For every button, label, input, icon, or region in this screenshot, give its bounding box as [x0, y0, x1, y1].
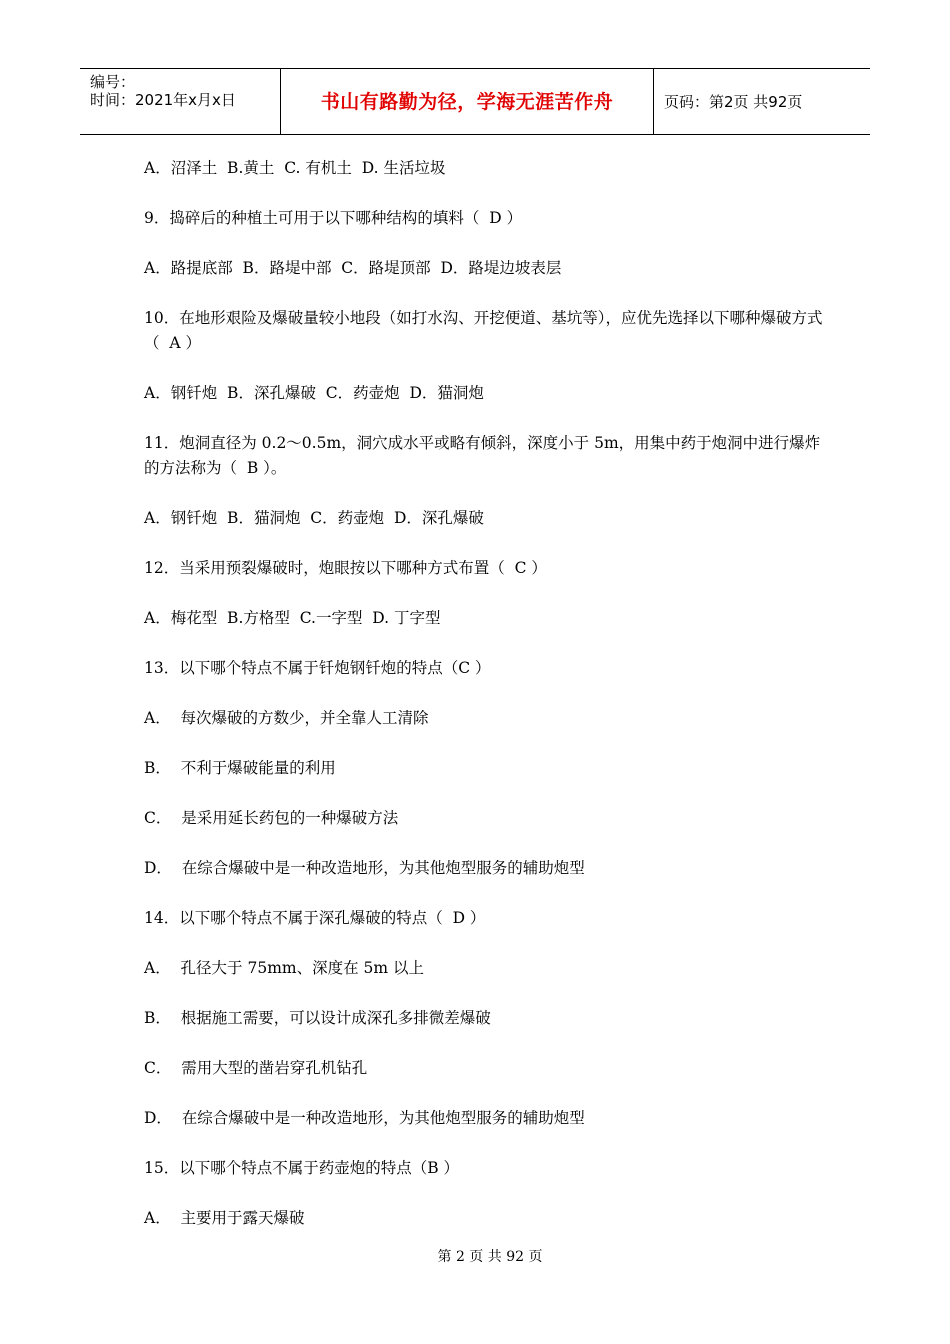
options-line: A．梅花型 B.方格型 C.一字型 D. 丁字型: [144, 609, 441, 627]
option-line: D． 在综合爆破中是一种改造地形，为其他炮型服务的辅助炮型: [144, 1109, 585, 1127]
header-meta-cell: [80, 69, 281, 134]
question-line: 12．当采用预裂爆破时，炮眼按以下哪种方式布置（ C ）: [144, 559, 547, 577]
options-line: A．钢钎炮 B．深孔爆破 C．药壶炮 D．猫洞炮: [144, 384, 484, 402]
option-line: D． 在综合爆破中是一种改造地形，为其他炮型服务的辅助炮型: [144, 859, 585, 877]
option-line: B． 根据施工需要，可以设计成深孔多排微差爆破: [144, 1009, 491, 1027]
options-line: A．钢钎炮 B．猫洞炮 C．药壶炮 D．深孔爆破: [144, 509, 484, 527]
text-line: A．沼泽土 B.黄土 C. 有机土 D. 生活垃圾: [144, 159, 446, 177]
question-line: 10．在地形艰险及爆破量较小地段（如打水沟、开挖便道、基坑等），应优先选择以下哪种爆破方式（ A ）: [144, 309, 823, 352]
code-label: 编号：: [90, 73, 136, 91]
document-header: [80, 68, 870, 135]
option-line: A． 每次爆破的方数少，并全靠人工清除: [144, 709, 429, 727]
question-line: 13．以下哪个特点不属于钎炮钢钎炮的特点（C ）: [144, 659, 491, 677]
document-body: [144, 156, 824, 1256]
header-motto: 书山有路勤为径，学海无涯苦作舟: [281, 69, 654, 134]
option-line: C． 需用大型的凿岩穿孔机钻孔: [144, 1059, 368, 1077]
question-line: 9．捣碎后的种植土可用于以下哪种结构的填料（ D ）: [144, 209, 523, 227]
date-label: 时间：2021年x月x日: [90, 91, 236, 109]
header-page-info: 页码：第2页 共92页: [664, 93, 803, 111]
options-line: A．路提底部 B．路堤中部 C．路堤顶部 D．路堤边坡表层: [144, 259, 562, 277]
question-line: 15．以下哪个特点不属于药壶炮的特点（B ）: [144, 1159, 460, 1177]
page-footer: 第 2 页 共 92 页: [437, 1249, 543, 1265]
option-line: A． 主要用于露天爆破: [144, 1209, 305, 1227]
option-line: C． 是采用延长药包的一种爆破方法: [144, 809, 399, 827]
question-line: 14．以下哪个特点不属于深孔爆破的特点（ D ）: [144, 909, 486, 927]
option-line: B． 不利于爆破能量的利用: [144, 759, 336, 777]
option-line: A． 孔径大于 75mm、深度在 5m 以上: [144, 959, 425, 977]
question-line: 11．炮洞直径为 0.2～0.5m，洞穴成水平或略有倾斜，深度小于 5m，用集中药于炮洞中进行爆炸的方法称为（ B ）。: [144, 434, 821, 477]
